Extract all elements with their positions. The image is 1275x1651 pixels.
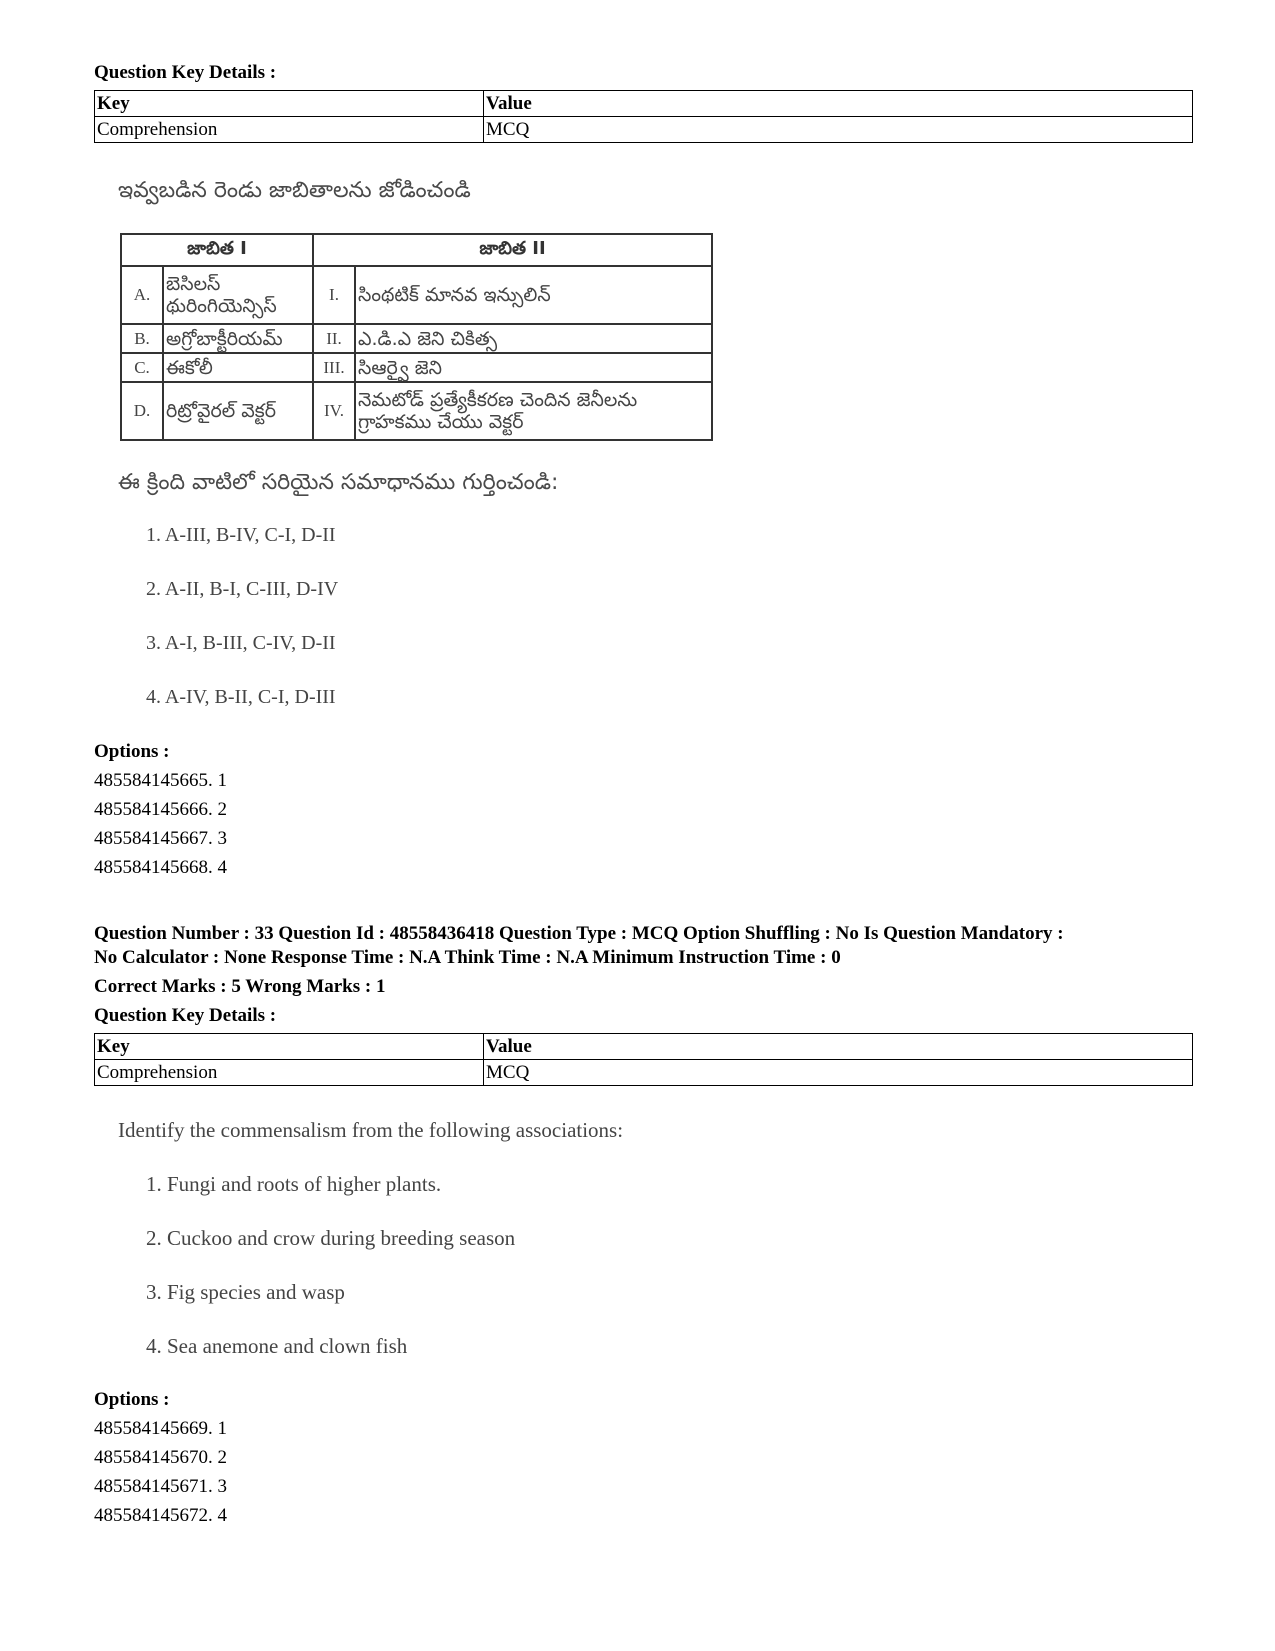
row-label: II. (313, 324, 355, 353)
row-label: I. (313, 266, 355, 324)
value-cell: MCQ (484, 1060, 1193, 1086)
table-row (121, 234, 712, 266)
value-header: Value (484, 1034, 1193, 1060)
q1-key-details-label: Question Key Details : (94, 62, 277, 83)
q2-key-table (94, 1033, 1193, 1086)
q2-prompt: Identify the commensalism from the following associations: (118, 1118, 624, 1142)
table-row (121, 382, 712, 440)
list2-header: జాబిత II (313, 234, 712, 266)
row-label: D. (121, 382, 163, 440)
key-cell: Comprehension (95, 117, 484, 143)
table-row (95, 117, 1193, 143)
option-item: 485584145665. 1 (94, 770, 227, 791)
option-item: 485584145671. 3 (94, 1476, 227, 1497)
list1-header: జాబిత I (121, 234, 313, 266)
q1-prompt: ఇవ్వబడిన రెండు జాబితాలను జోడించండి (118, 178, 471, 203)
row-label: IV. (313, 382, 355, 440)
option-item: 485584145669. 1 (94, 1418, 227, 1439)
value-cell: MCQ (484, 117, 1193, 143)
choice-3: 3. Fig species and wasp (146, 1280, 345, 1304)
option-item: 485584145668. 4 (94, 857, 227, 878)
table-row (121, 353, 712, 382)
q1-key-table (94, 90, 1193, 143)
list1-cell: బెసిలస్ థురింగియెన్సిస్ (163, 266, 313, 324)
list1-cell: ఈకోలీ (163, 353, 313, 382)
table-row (121, 324, 712, 353)
q2-meta-line1: Question Number : 33 Question Id : 48558436418 Question Type : MCQ Option Shuffling : No Is Question Mandatory : (94, 923, 1064, 944)
table-row (95, 91, 1193, 117)
option-item: 485584145670. 2 (94, 1447, 227, 1468)
key-header: Key (95, 1034, 484, 1060)
q1-options-label: Options : (94, 741, 170, 762)
row-label: B. (121, 324, 163, 353)
q2-meta-line2: No Calculator : None Response Time : N.A Think Time : N.A Minimum Instruction Time : 0 (94, 947, 841, 968)
list2-cell: సింథటిక్ మానవ ఇన్సులిన్ (355, 266, 712, 324)
list2-cell: ఎ.డి.ఎ జెని చికిత్స (355, 324, 712, 353)
row-label: A. (121, 266, 163, 324)
option-item: 485584145666. 2 (94, 799, 227, 820)
table-row (95, 1034, 1193, 1060)
option-item: 485584145672. 4 (94, 1505, 227, 1526)
choice-4: 4. Sea anemone and clown fish (146, 1334, 408, 1358)
row-label: C. (121, 353, 163, 382)
value-header: Value (484, 91, 1193, 117)
choice-3: 3. A-I, B-III, C-IV, D-II (146, 632, 336, 654)
option-item: 485584145667. 3 (94, 828, 227, 849)
table-row (121, 266, 712, 324)
choice-4: 4. A-IV, B-II, C-I, D-III (146, 686, 336, 708)
choice-2: 2. Cuckoo and crow during breeding season (146, 1226, 516, 1250)
list2-cell: సిఆర్వై జెని (355, 353, 712, 382)
choice-2: 2. A-II, B-I, C-III, D-IV (146, 578, 339, 600)
table-row (95, 1060, 1193, 1086)
list2-cell: నెమటోడ్ ప్రత్యేకీకరణ చెందిన జెనీలను గ్రాహకము చేయు వెక్టర్ (355, 382, 712, 440)
q2-marks: Correct Marks : 5 Wrong Marks : 1 (94, 976, 386, 997)
choice-1: 1. A-III, B-IV, C-I, D-II (146, 524, 336, 546)
match-table (120, 233, 713, 441)
q2-options-label: Options : (94, 1389, 170, 1410)
key-cell: Comprehension (95, 1060, 484, 1086)
key-header: Key (95, 91, 484, 117)
list1-cell: అగ్రోబాక్టీరియమ్ (163, 324, 313, 353)
choice-1: 1. Fungi and roots of higher plants. (146, 1172, 442, 1196)
q2-key-details-label: Question Key Details : (94, 1005, 277, 1026)
list1-cell: రిట్రోవైరల్ వెక్టర్ (163, 382, 313, 440)
q1-instruction: ఈ క్రింది వాటిలో సరియైన సమాధానము గుర్తించండి: (118, 470, 559, 495)
row-label: III. (313, 353, 355, 382)
